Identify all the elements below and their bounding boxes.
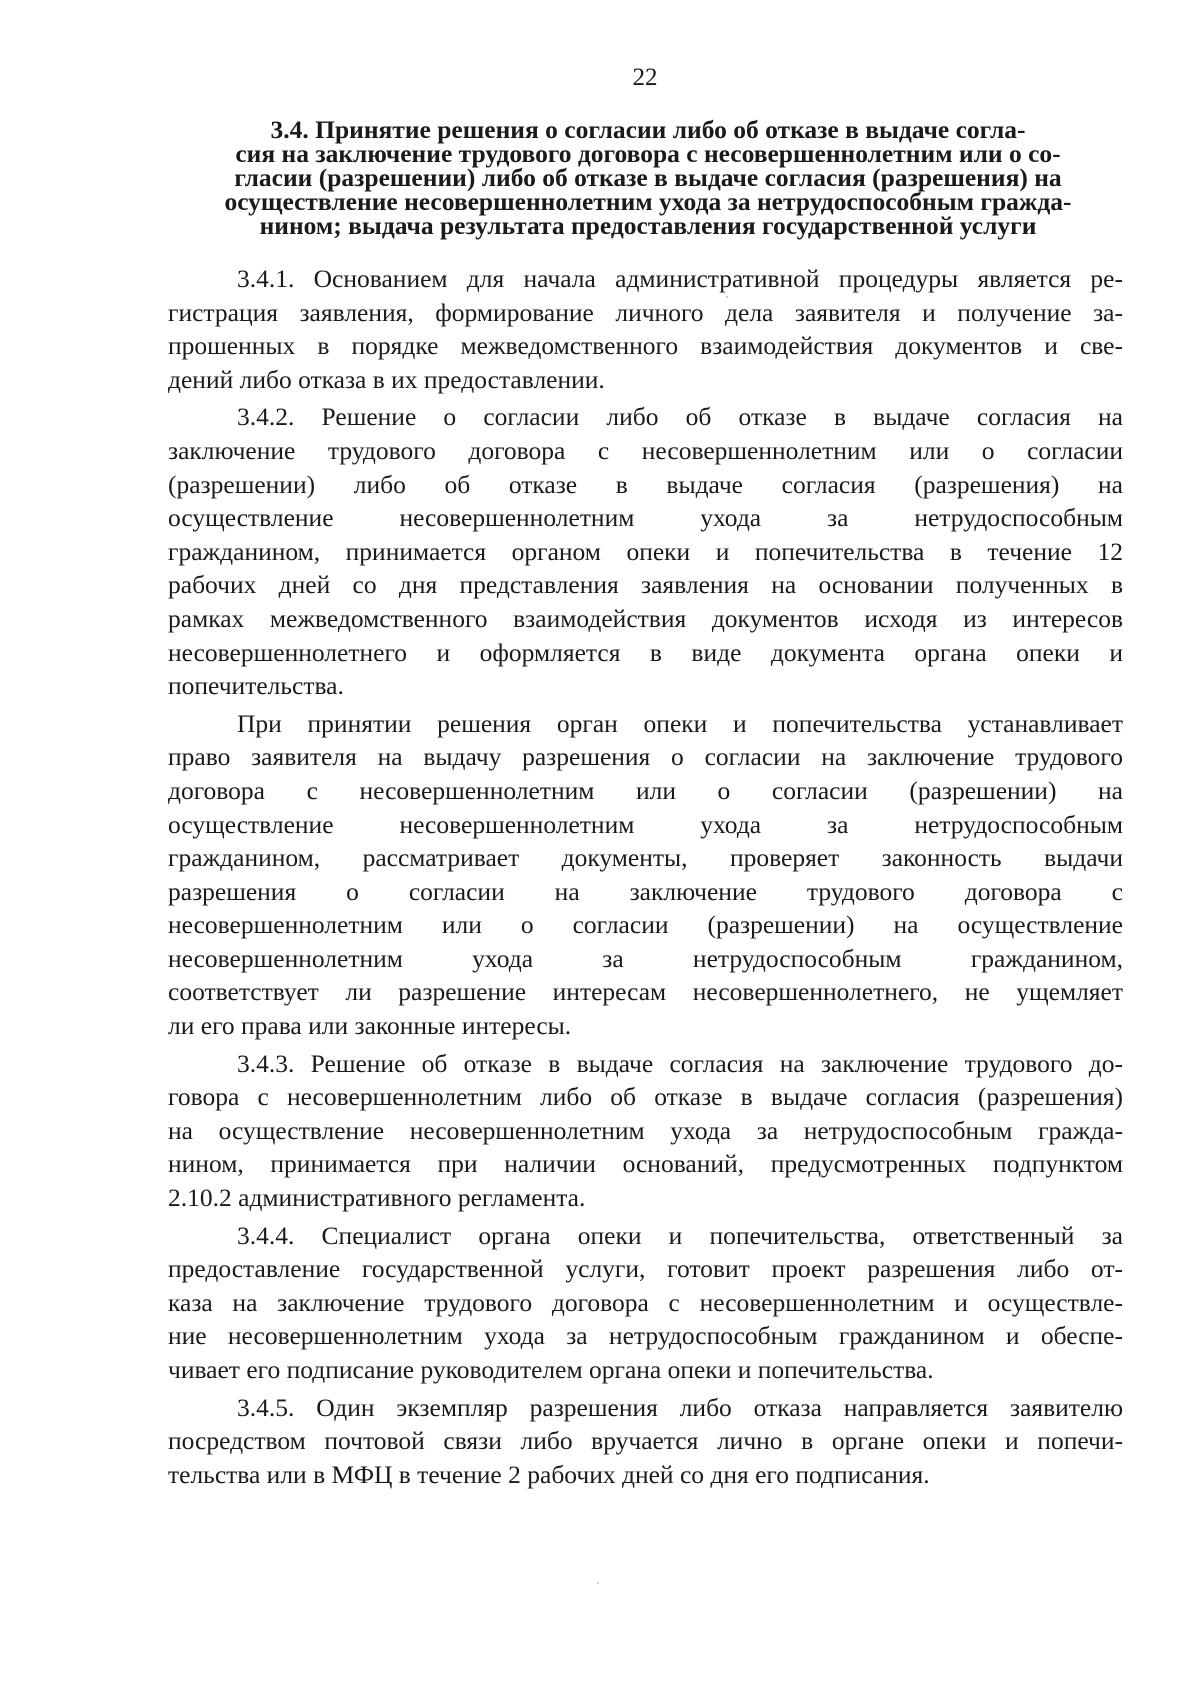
text-line: говора с несовершеннолетним либо об отказе в выдаче согласия (разрешения) — [168, 1082, 1123, 1112]
paragraph-3-4-1 — [168, 262, 1123, 396]
paragraph-3-4-5 — [168, 1391, 1123, 1492]
text-line: на осуществление несовершеннолетним ухода за нетрудоспособным гражда- — [168, 1115, 1123, 1145]
text-line: 3.4.2. Решение о согласии либо об отказе в выдаче согласия на — [237, 402, 1123, 432]
text-line: посредством почтовой связи либо вручается лично в органе опеки и попечи- — [168, 1426, 1123, 1456]
text-line: разрешения о согласии на заключение трудового договора с — [168, 876, 1123, 906]
text-line: нином, принимается при наличии оснований, предусмотренных подпунктом — [168, 1149, 1123, 1179]
heading-line: нином; выдача результата предоставления государственной услуги — [259, 211, 1037, 240]
paragraph-decision — [168, 707, 1123, 1043]
heading-line: гласии (разрешении) либо об отказе в выдаче согласия (разрешения) на — [234, 163, 1062, 192]
text-line: При принятии решения орган опеки и попечительства устанавливает — [237, 708, 1123, 738]
text-line: попечительства. — [168, 671, 344, 701]
text-line: право заявителя на выдачу разрешения о согласии на заключение трудового — [168, 742, 1123, 772]
paragraph-3-4-3 — [168, 1047, 1123, 1215]
text-line: ние несовершеннолетним ухода за нетрудоспособным гражданином и обеспе- — [168, 1321, 1123, 1351]
text-line: несовершеннолетним или о согласии (разрешении) на осуществление — [168, 910, 1123, 940]
heading-line: осуществление несовершеннолетним ухода за нетрудоспособным гражда- — [224, 187, 1072, 216]
text-line: 3.4.3. Решение об отказе в выдаче согласия на заключение трудового до- — [237, 1048, 1123, 1078]
paragraph-3-4-2 — [168, 400, 1123, 702]
text-line: тельства или в МФЦ в течение 2 рабочих дней со дня его подписания. — [168, 1459, 930, 1489]
text-line: ли его права или законные интересы. — [168, 1011, 572, 1041]
text-line: чивает его подписание руководителем органа опеки и попечительства. — [168, 1355, 934, 1384]
text-line: гражданином, принимается органом опеки и попечительства в течение 12 — [168, 536, 1123, 566]
text-line: 2.10.2 административного регламента. — [168, 1183, 586, 1213]
text-line: осуществление несовершеннолетним ухода за нетрудоспособным — [168, 809, 1123, 839]
section-heading — [168, 115, 1128, 240]
text-line: гражданином, рассматривает документы, проверяет законность выдачи — [168, 843, 1123, 873]
text-line: (разрешении) либо об отказе в выдаче согласия (разрешения) на — [168, 469, 1123, 499]
text-line: дений либо отказа в их предоставлении. — [168, 364, 605, 394]
text-line: соответствует ли разрешение интересам несовершеннолетнего, не ущемляет — [168, 977, 1123, 1007]
text-line: рамках межведомственного взаимодействия документов исходя из интересов — [168, 603, 1123, 633]
text-line: каза на заключение трудового договора с несовершеннолетним и осуществле- — [168, 1287, 1123, 1317]
heading-line: 3.4. Принятие решения о согласии либо об отказе в выдаче согла- — [270, 115, 1026, 144]
text-line: осуществление несовершеннолетним ухода за нетрудоспособным — [168, 503, 1123, 533]
paragraph-3-4-4 — [168, 1219, 1123, 1387]
text-line: договора с несовершеннолетним или о согласии (разрешении) на — [168, 775, 1123, 805]
text-line: 3.4.1. Основанием для начала административной процедуры является ре- — [237, 264, 1123, 293]
text-line: рабочих дней со дня представления заявления на основании полученных в — [168, 570, 1123, 600]
document-body — [168, 262, 1123, 1495]
scan-speck — [726, 296, 728, 298]
text-line: несовершеннолетним ухода за нетрудоспособным гражданином, — [168, 943, 1123, 973]
heading-line: сия на заключение трудового договора с несовершеннолетним или о со- — [235, 139, 1061, 168]
scan-speck — [597, 1582, 599, 1584]
page-number: 22 — [632, 64, 658, 91]
text-line: заключение трудового договора с несовершеннолетним или о согласии — [168, 435, 1123, 465]
text-line: 3.4.4. Специалист органа опеки и попечительства, ответственный за — [237, 1220, 1123, 1250]
text-line: 3.4.5. Один экземпляр разрешения либо отказа направляется заявителю — [237, 1392, 1123, 1422]
text-line: предоставление государственной услуги, готовит проект разрешения либо от- — [168, 1254, 1123, 1284]
text-line: гистрация заявления, формирование личного дела заявителя и получение за- — [168, 297, 1123, 327]
text-line: несовершеннолетнего и оформляется в виде документа органа опеки и — [168, 637, 1123, 667]
text-line: прошенных в порядке межведомственного взаимодействия документов и све- — [168, 331, 1123, 361]
